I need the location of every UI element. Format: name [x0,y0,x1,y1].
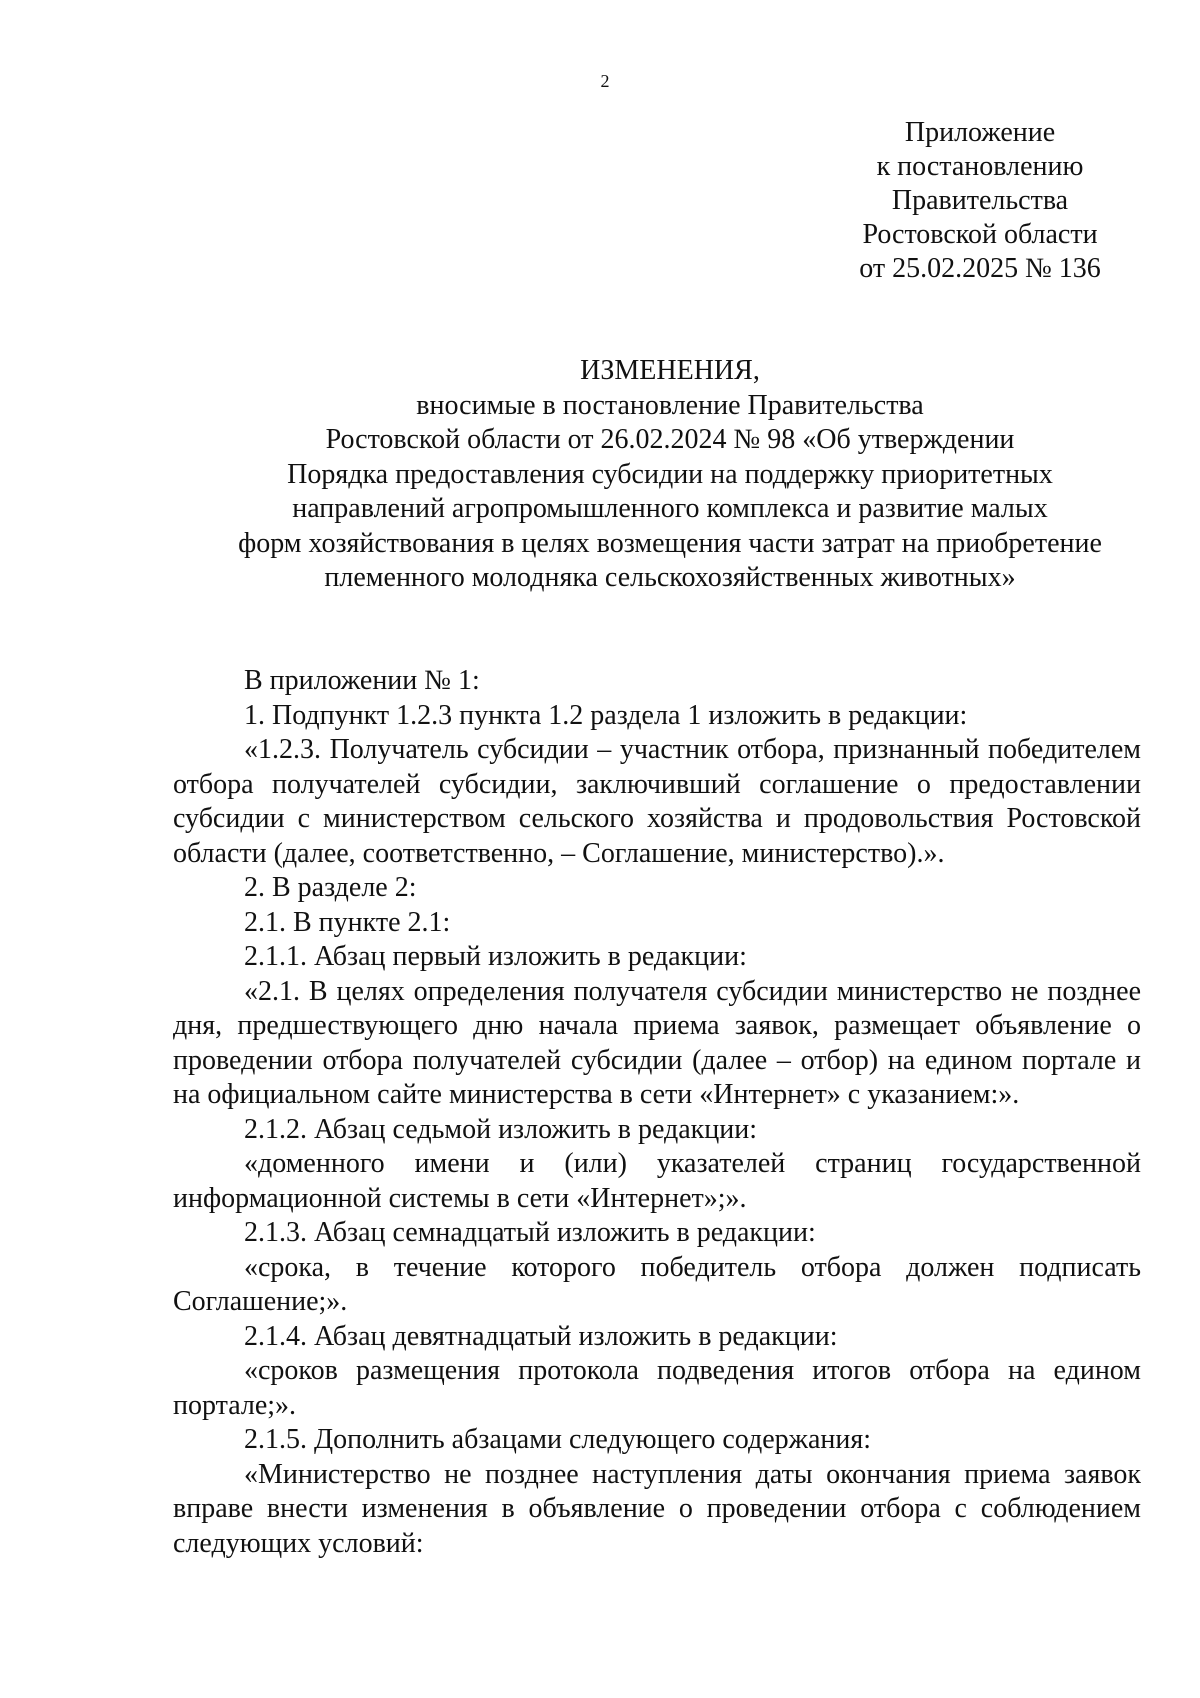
appendix-header [850,116,1110,286]
body-paragraph: В приложении № 1: [244,665,480,696]
body-paragraph: 2.1.4. Абзац девятнадцатый изложить в редакции: [244,1320,838,1352]
body-paragraph: 2. В разделе 2: [244,872,417,903]
title-line: племенного молодняка сельскохозяйственных животных» [324,562,1016,593]
title-line: направлений агропромышленного комплекса и развитие малых [292,493,1048,524]
body-paragraph: «2.1. В целях определения получателя субсидии министерство не позднее дня, предшествующего дню начала приема заявок, размещает объявление о проведении отбора получателей субсидии (далее – отбор) на едином портале и на официальном сайте министерства в сети «Интернет» с указанием:». [173,975,1141,1110]
body-paragraph: 2.1.1. Абзац первый изложить в редакции: [244,941,747,972]
body-paragraph: «сроков размещения протокола подведения итогов отбора на едином портале;». [173,1355,1141,1421]
body-paragraph: 1. Подпункт 1.2.3 пункта 1.2 раздела 1 изложить в редакции: [244,699,968,731]
body-paragraph: «доменного имени и (или) указателей страниц государственной информационной системы в сети «Интернет»;». [173,1148,1141,1214]
appendix-line: Ростовской области [862,219,1098,250]
title-line: Ростовской области от 26.02.2024 № 98 «Об утверждении [325,424,1015,455]
body-paragraph: «1.2.3. Получатель субсидии – участник отбора, признанный победителем отбора получателей субсидии, заключивший соглашение о предоставлении субсидии с министерством сельского хозяйства и продовольствия Ростовской области (далее, соответственно, – Соглашение, министерство).». [173,734,1141,869]
document-title [170,354,1170,596]
appendix-line: от 25.02.2025 № 136 [859,253,1101,284]
appendix-line: к постановлению [876,151,1084,182]
title-line: Порядка предоставления субсидии на поддержку приоритетных [287,458,1053,490]
body-paragraph: 2.1.2. Абзац седьмой изложить в редакции: [244,1113,758,1145]
body-paragraph: «срока, в течение которого победитель отбора должен подписать Соглашение;». [173,1251,1141,1317]
body-paragraph: 2.1.5. Дополнить абзацами следующего содержания: [244,1424,872,1455]
page-number: 2 [600,71,610,91]
appendix-line: Правительства [891,185,1069,216]
body-paragraph: «Министерство не позднее наступления даты окончания приема заявок вправе внести изменения в объявление о проведении отбора с соблюдением следующих условий: [173,1458,1141,1559]
body-paragraph: 2.1. В пункте 2.1: [244,906,451,938]
title-line: форм хозяйствования в целях возмещения части затрат на приобретение [238,527,1102,559]
title-heading: ИЗМЕНЕНИЯ, [580,355,760,386]
body-paragraph: 2.1.3. Абзац семнадцатый изложить в редакции: [244,1217,816,1248]
document-body [173,664,1141,1561]
appendix-line: Приложение [904,117,1056,148]
title-line: вносимые в постановление Правительства [416,389,924,421]
